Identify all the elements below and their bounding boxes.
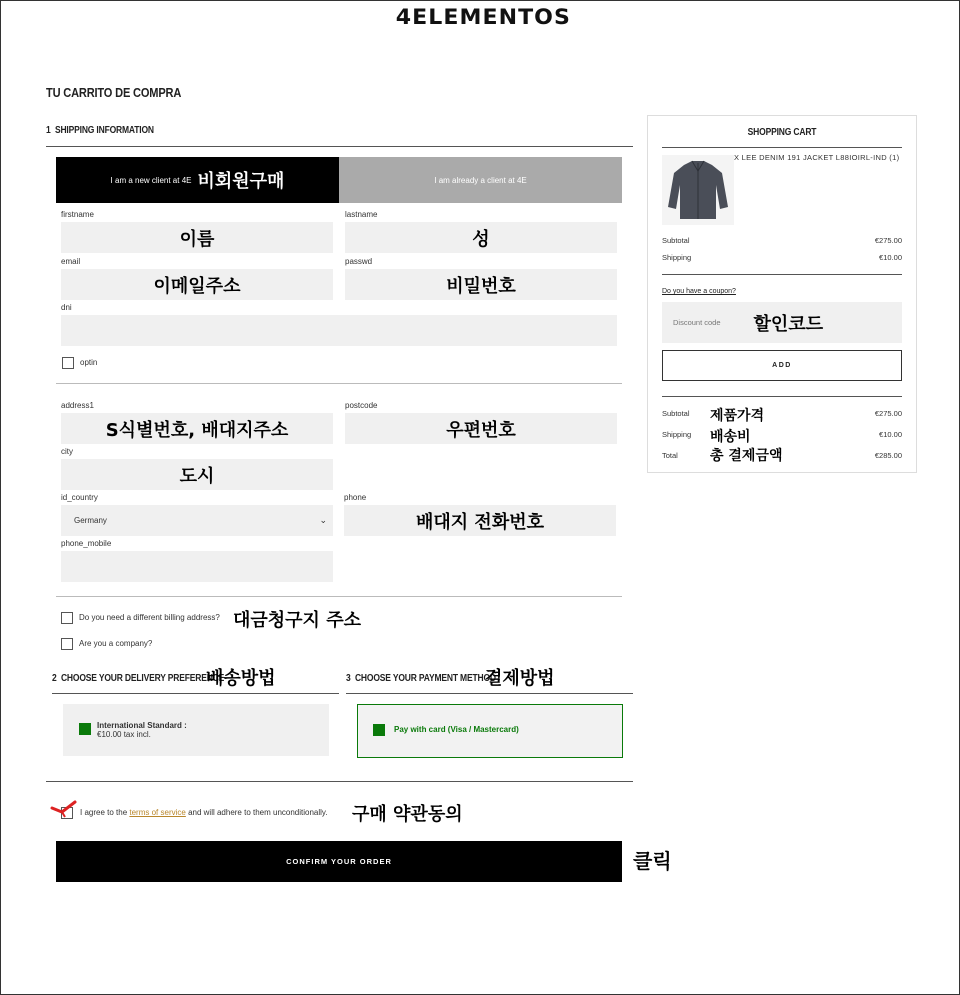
shipping-heading-text: SHIPPING INFORMATION bbox=[54, 125, 154, 136]
summary-total-label: Total bbox=[662, 451, 678, 460]
email-field[interactable] bbox=[61, 269, 333, 300]
address1-note: S식별번호, 배대지주소 bbox=[105, 419, 289, 441]
summary-shipping-note: 배송비 bbox=[710, 429, 751, 445]
delivery-heading-text: CHOOSE YOUR DELIVERY PREFERENCE bbox=[60, 673, 225, 684]
cart-subtotal-value: €275.00 bbox=[874, 236, 902, 245]
discount-code-placeholder: Discount code bbox=[673, 318, 721, 327]
summary-shipping-label: Shipping bbox=[662, 430, 692, 439]
country-select[interactable] bbox=[61, 505, 333, 536]
payment-heading-num: 3 bbox=[346, 673, 351, 684]
summary-subtotal-value: €275.00 bbox=[874, 409, 902, 418]
delivery-section-heading bbox=[52, 673, 224, 684]
terms-text bbox=[80, 808, 328, 817]
phone-note: 배대지 전화번호 bbox=[416, 511, 544, 533]
confirm-order-label: CONFIRM YOUR ORDER bbox=[286, 857, 392, 866]
terms-note: 구매 약관동의 bbox=[352, 804, 463, 825]
delivery-option-price: €10.00 tax incl. bbox=[97, 730, 151, 739]
passwd-field[interactable] bbox=[345, 269, 617, 300]
form-divider bbox=[56, 383, 622, 384]
passwd-label: passwd bbox=[345, 257, 373, 266]
chevron-down-icon: ⌄ bbox=[319, 515, 327, 525]
cart-divider bbox=[662, 396, 902, 397]
checkmark-icon bbox=[50, 800, 78, 820]
tab-new-client-note: 비회원구매 bbox=[197, 171, 285, 192]
add-coupon-button[interactable] bbox=[662, 350, 902, 381]
shipping-section-heading bbox=[46, 125, 154, 136]
section-divider bbox=[346, 693, 633, 694]
page-title: TU CARRITO DE COMPRA bbox=[46, 85, 182, 100]
optin-checkbox[interactable] bbox=[62, 357, 74, 369]
postcode-note: 우편번호 bbox=[446, 419, 516, 441]
add-coupon-label: ADD bbox=[772, 362, 792, 369]
tab-existing-client[interactable] bbox=[339, 157, 622, 203]
passwd-note: 비밀번호 bbox=[446, 275, 516, 297]
country-select-value: Germany bbox=[74, 516, 107, 525]
billing-address-note: 대금청구지 주소 bbox=[233, 610, 361, 631]
country-label: id_country bbox=[61, 493, 98, 502]
terms-text-before: I agree to the bbox=[80, 808, 130, 817]
summary-subtotal-label: Subtotal bbox=[662, 409, 690, 418]
city-label: city bbox=[61, 447, 73, 456]
payment-option-label: Pay with card (Visa / Mastercard) bbox=[394, 725, 519, 734]
phone-mobile-field[interactable] bbox=[61, 551, 333, 582]
lastname-field[interactable] bbox=[345, 222, 617, 253]
tab-new-client-label: I am a new client at 4E bbox=[110, 175, 192, 185]
cart-item-name[interactable]: X LEE DENIM 191 JACKET L88IOIRL-IND (1) bbox=[734, 153, 900, 162]
lastname-label: lastname bbox=[345, 210, 378, 219]
tab-new-client[interactable] bbox=[56, 157, 339, 203]
cart-shipping-value: €10.00 bbox=[879, 253, 902, 262]
payment-radio-selected[interactable] bbox=[373, 724, 385, 736]
firstname-label: firstname bbox=[61, 210, 94, 219]
summary-subtotal-note: 제품가격 bbox=[710, 408, 765, 424]
postcode-label: postcode bbox=[345, 401, 378, 410]
shipping-heading-num: 1 bbox=[46, 125, 51, 136]
delivery-note: 배송방법 bbox=[206, 668, 276, 689]
address1-label: address1 bbox=[61, 401, 94, 410]
firstname-field[interactable] bbox=[61, 222, 333, 253]
coupon-link[interactable]: Do you have a coupon? bbox=[662, 288, 736, 295]
firstname-note: 이름 bbox=[179, 228, 215, 250]
cart-divider bbox=[662, 274, 902, 275]
site-logo[interactable]: 4ELEMENTOS bbox=[395, 5, 571, 29]
discount-code-input[interactable] bbox=[662, 302, 902, 343]
payment-heading-text: CHOOSE YOUR PAYMENT METHOD bbox=[354, 673, 496, 684]
billing-address-label: Do you need a different billing address? bbox=[79, 613, 220, 622]
tab-existing-client-label: I am already a client at 4E bbox=[434, 175, 527, 185]
phone-field[interactable] bbox=[344, 505, 616, 536]
postcode-field[interactable] bbox=[345, 413, 617, 444]
summary-shipping-value: €10.00 bbox=[879, 430, 902, 439]
cart-divider bbox=[662, 147, 902, 148]
cart-shipping-label: Shipping bbox=[662, 253, 692, 262]
discount-code-note: 할인코드 bbox=[753, 313, 824, 335]
terms-link[interactable]: terms of service bbox=[129, 808, 186, 817]
summary-total-value: €285.00 bbox=[874, 451, 902, 460]
billing-address-checkbox[interactable] bbox=[61, 612, 73, 624]
confirm-note: 클릭 bbox=[633, 849, 672, 873]
optin-label: optin bbox=[80, 358, 98, 367]
payment-note: 결제방법 bbox=[485, 668, 555, 689]
summary-total-note: 총 결제금액 bbox=[710, 448, 783, 464]
company-label: Are you a company? bbox=[79, 639, 153, 648]
section-divider bbox=[46, 781, 633, 782]
jacket-thumbnail[interactable] bbox=[662, 155, 734, 225]
form-divider bbox=[56, 596, 622, 597]
city-note: 도시 bbox=[179, 465, 215, 487]
phone-mobile-label: phone_mobile bbox=[61, 539, 112, 548]
dni-field[interactable] bbox=[61, 315, 617, 346]
cart-subtotal-label: Subtotal bbox=[662, 236, 690, 245]
email-note: 이메일주소 bbox=[153, 275, 241, 297]
address1-field[interactable] bbox=[61, 413, 333, 444]
delivery-option-name: International Standard : bbox=[97, 721, 187, 730]
dni-label: dni bbox=[61, 303, 72, 312]
email-label: email bbox=[61, 257, 81, 266]
company-checkbox[interactable] bbox=[61, 638, 73, 650]
section-divider bbox=[52, 693, 339, 694]
delivery-radio-selected[interactable] bbox=[79, 723, 91, 735]
confirm-order-button[interactable] bbox=[56, 841, 622, 882]
lastname-note: 성 bbox=[472, 228, 490, 250]
city-field[interactable] bbox=[61, 459, 333, 490]
delivery-heading-num: 2 bbox=[52, 673, 57, 684]
phone-label: phone bbox=[344, 493, 367, 502]
cart-title: SHOPPING CART bbox=[747, 127, 817, 138]
payment-section-heading bbox=[346, 673, 496, 684]
section-divider bbox=[46, 146, 633, 147]
terms-text-after: and will adhere to them unconditionally. bbox=[185, 808, 328, 817]
